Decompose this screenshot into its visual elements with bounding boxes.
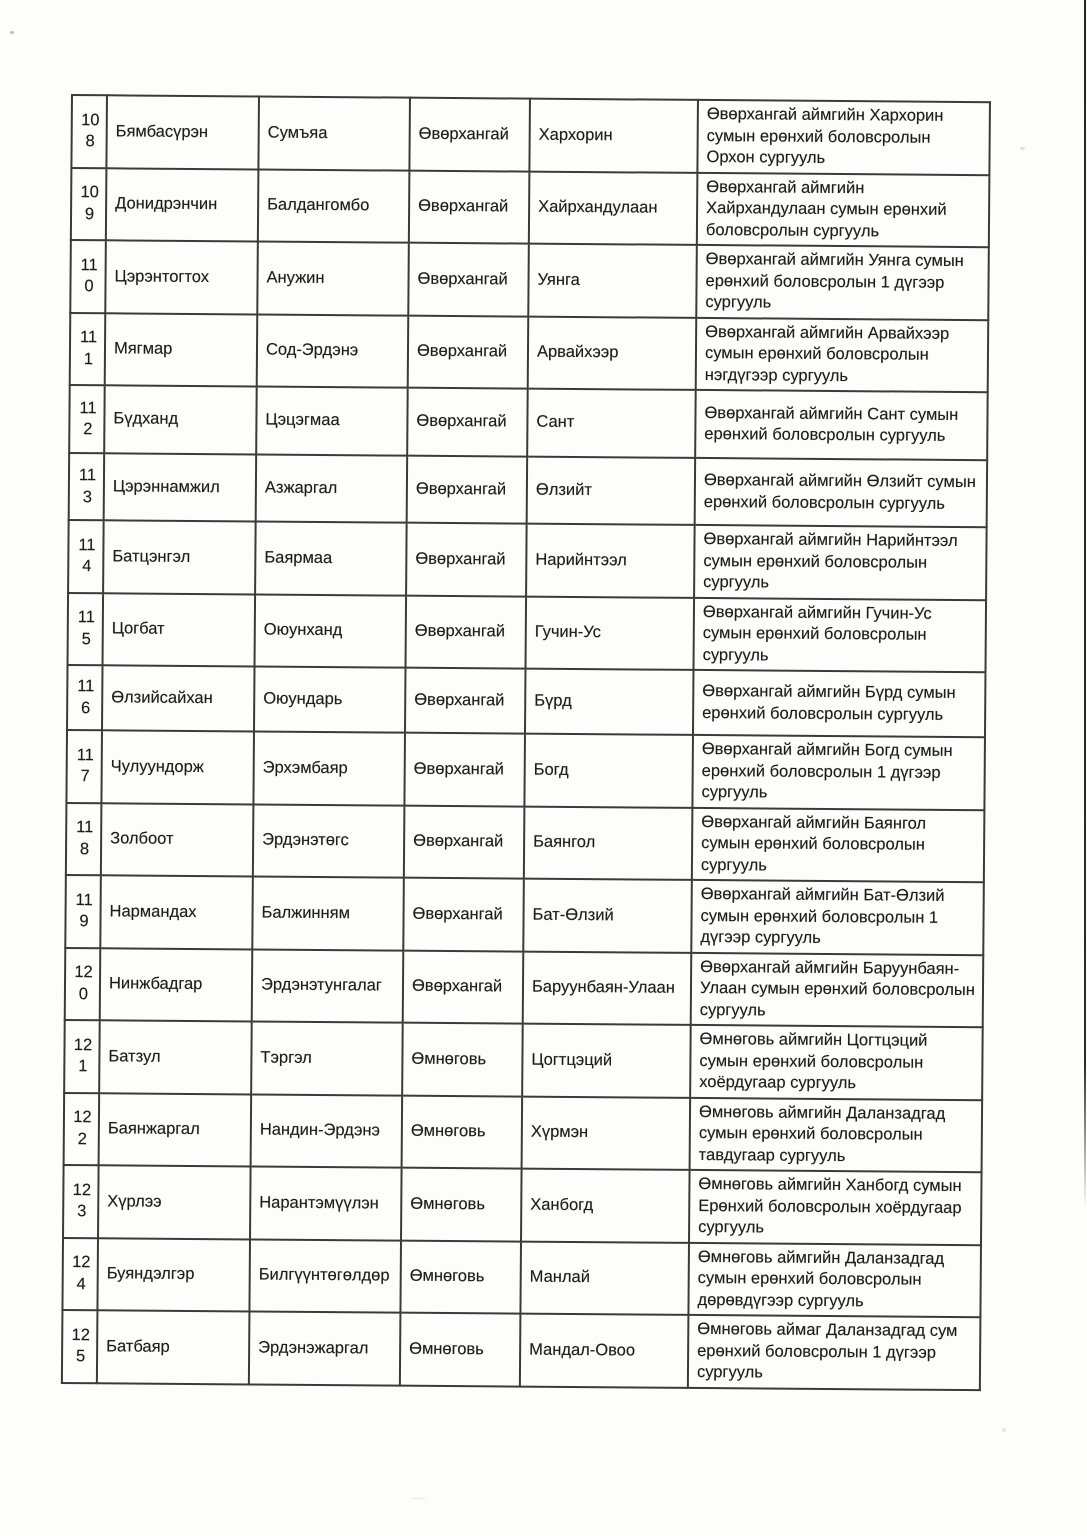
scan-speck xyxy=(1002,1428,1006,1432)
cell-surname: Баянжаргал xyxy=(99,1093,252,1167)
cell-surname: Батзул xyxy=(99,1020,252,1094)
cell-surname: Бямбасүрэн xyxy=(106,95,259,169)
scan-edge-artifact xyxy=(1084,0,1086,1208)
cell-sum: Баруунбаян-Улаан xyxy=(523,951,692,1025)
cell-surname: Батбаяр xyxy=(97,1310,250,1384)
cell-sum: Мандал-Овоо xyxy=(520,1314,689,1388)
cell-no: 120 xyxy=(65,947,101,1020)
cell-sum: Хүрмэн xyxy=(522,1096,691,1170)
cell-no: 111 xyxy=(70,313,106,386)
cell-surname: Мягмар xyxy=(105,313,258,387)
cell-school: Өмнөговь аймгийн Ханбогд сумын Ерөнхий боловсролын хоёрдугаар сургууль xyxy=(689,1170,982,1245)
table-row xyxy=(62,1310,981,1390)
cell-no: 116 xyxy=(67,665,103,730)
cell-sum: Гучин-Ус xyxy=(526,596,695,670)
cell-school: Өвөрхангай аймгийн Сант сумын ерөнхий боловсролын сургууль xyxy=(695,390,988,460)
cell-aimag: Өвөрхангай xyxy=(408,243,529,316)
cell-sum: Ханбогд xyxy=(521,1169,690,1243)
cell-sum: Богд xyxy=(524,734,693,808)
cell-given-name: Оюундарь xyxy=(254,666,406,732)
cell-surname: Нинжбадгар xyxy=(100,948,253,1022)
cell-no: 110 xyxy=(70,240,106,313)
cell-no: 117 xyxy=(66,730,102,803)
cell-sum: Сант xyxy=(527,389,696,458)
cell-surname: Цогбат xyxy=(103,593,256,667)
table-row xyxy=(62,1237,981,1317)
table-row xyxy=(67,665,985,737)
cell-school: Өвөрхангай аймгийн Хархорин сумын ерөнхий боловсролын Орхон сургууль xyxy=(697,100,990,175)
cell-sum: Манлай xyxy=(520,1241,689,1315)
cell-given-name: Балдангомбо xyxy=(258,169,410,243)
cell-given-name: Эрдэнэтөгс xyxy=(253,804,405,878)
table-row xyxy=(69,385,988,460)
cell-aimag: Өвөрхангай xyxy=(408,315,529,388)
cell-no: 123 xyxy=(63,1165,99,1238)
cell-school: Өмнөговь аймгийн Даланзадгад сумын ерөнхий боловсролын тавдугаар сургууль xyxy=(690,1097,983,1172)
cell-sum: Арвайхээр xyxy=(528,316,697,390)
cell-aimag: Өвөрхангай xyxy=(403,950,524,1023)
cell-no: 112 xyxy=(69,385,105,453)
cell-surname: Цэрэннамжил xyxy=(104,453,257,521)
cell-given-name: Балжинням xyxy=(252,876,404,950)
cell-given-name: Сумъяа xyxy=(258,96,410,170)
table-row xyxy=(69,453,987,527)
cell-given-name: Эрхэмбаяр xyxy=(253,731,405,805)
cell-surname: Батцэнгэл xyxy=(103,520,256,594)
cell-no: 114 xyxy=(68,520,104,593)
cell-no: 119 xyxy=(65,875,101,948)
cell-aimag: Өвөрхангай xyxy=(409,98,530,171)
cell-sum: Бүрд xyxy=(525,669,694,735)
scan-speck xyxy=(10,31,14,34)
cell-surname: Өлзийсайхан xyxy=(102,665,255,731)
cell-sum: Уянга xyxy=(528,244,697,318)
cell-no: 118 xyxy=(66,802,102,875)
cell-given-name: Билгүүнтөгөлдөр xyxy=(249,1239,401,1313)
cell-no: 109 xyxy=(71,168,107,241)
table-row xyxy=(64,1020,983,1100)
cell-school: Өмнөговь аймгийн Цогтцэций сумын ерөнхий боловсролын хоёрдугаар сургууль xyxy=(690,1025,983,1100)
cell-school: Өвөрхангай аймгийн Баянгол сумын ерөнхий боловсролын сургууль xyxy=(692,807,985,882)
cell-school: Өвөрхангай аймгийн Хайрхандулаан сумын ерөнхий боловсролын сургууль xyxy=(697,172,990,247)
scan-speck xyxy=(1020,147,1025,150)
table-row xyxy=(65,947,984,1027)
cell-no: 115 xyxy=(68,592,104,665)
cell-surname: Цэрэнтогтох xyxy=(105,240,258,314)
cell-school: Өвөрхангай аймгийн Өлзийт сумын ерөнхий боловсролын сургууль xyxy=(695,458,988,527)
cell-surname: Бүдханд xyxy=(104,385,257,454)
cell-aimag: Өмнөговь xyxy=(400,1313,521,1386)
cell-given-name: Анужин xyxy=(257,241,409,315)
table-row xyxy=(68,520,987,600)
cell-given-name: Эрдэнэтунгалаг xyxy=(252,949,404,1023)
cell-given-name: Цэцэгмаа xyxy=(256,386,408,455)
table-row xyxy=(63,1165,982,1245)
table-row xyxy=(71,168,990,248)
cell-school: Өвөрхангай аймгийн Бүрд сумын ерөнхий боловсролын сургууль xyxy=(693,670,986,737)
table-row xyxy=(64,1092,983,1172)
cell-no: 125 xyxy=(62,1310,98,1383)
cell-school: Өмнөговь аймгийн Даланзадгад сумын ерөнхий боловсролын дөрөвдүгээр сургууль xyxy=(688,1242,981,1317)
cell-no: 122 xyxy=(64,1092,100,1165)
cell-aimag: Өвөрхангай xyxy=(403,878,524,951)
cell-school: Өвөрхангай аймгийн Нарийнтээл сумын ерөнхий боловсролын сургууль xyxy=(694,525,987,600)
cell-given-name: Оюунханд xyxy=(255,594,407,668)
cell-given-name: Эрдэнэжаргал xyxy=(249,1311,401,1385)
cell-given-name: Азжаргал xyxy=(256,454,408,522)
cell-no: 113 xyxy=(69,453,105,520)
cell-given-name: Нарантэмүүлэн xyxy=(250,1166,402,1240)
scan-speck xyxy=(410,1497,426,1500)
cell-surname: Чулуундорж xyxy=(101,730,254,804)
cell-given-name: Нандин-Эрдэнэ xyxy=(251,1094,403,1168)
cell-surname: Буяндэлгэр xyxy=(97,1238,250,1312)
cell-school: Өвөрхангай аймгийн Бат-Өлзий сумын ерөнхий боловсролын 1 дүгээр сургууль xyxy=(691,880,984,955)
cell-surname: Золбоот xyxy=(101,803,254,877)
cell-sum: Цогтцэций xyxy=(522,1024,691,1098)
cell-school: Өвөрхангай аймгийн Уянга сумын ерөнхий боловсролын 1 дүгээр сургууль xyxy=(696,245,989,320)
cell-sum: Бат-Өлзий xyxy=(523,879,692,953)
table-row xyxy=(65,875,984,955)
cell-given-name: Тэргэл xyxy=(251,1021,403,1095)
cell-school: Өвөрхангай аймгийн Баруунбаян-Улаан сумын ерөнхий боловсролын сургууль xyxy=(691,952,984,1027)
cell-no: 121 xyxy=(64,1020,100,1093)
students-table xyxy=(61,94,991,1391)
cell-surname: Хүрлээ xyxy=(98,1165,251,1239)
cell-aimag: Өвөрхангай xyxy=(405,668,526,734)
cell-aimag: Өвөрхангай xyxy=(404,805,525,878)
cell-sum: Хархорин xyxy=(529,99,698,173)
cell-aimag: Өмнөговь xyxy=(402,1095,523,1168)
table-row xyxy=(66,730,985,810)
cell-aimag: Өвөрхангай xyxy=(404,733,525,806)
cell-sum: Баянгол xyxy=(524,806,693,880)
cell-aimag: Өвөрхангай xyxy=(409,170,530,243)
table-row xyxy=(70,240,989,320)
table-row xyxy=(71,95,990,175)
cell-school: Өвөрхангай аймгийн Гучин-Ус сумын ерөнхий боловсролын сургууль xyxy=(693,597,986,672)
table-row xyxy=(66,802,985,882)
cell-aimag: Өвөрхангай xyxy=(407,388,528,457)
cell-surname: Нармандах xyxy=(100,875,253,949)
cell-aimag: Өвөрхангай xyxy=(407,456,528,524)
cell-aimag: Өмнөговь xyxy=(400,1240,521,1313)
cell-no: 108 xyxy=(71,95,107,168)
cell-surname: Донидрэнчин xyxy=(106,168,259,242)
cell-given-name: Баярмаа xyxy=(255,521,407,595)
cell-sum: Нарийнтээл xyxy=(526,524,695,598)
cell-school: Өвөрхангай аймгийн Арвайхээр сумын ерөнхий боловсролын нэгдүгээр сургууль xyxy=(696,317,989,392)
cell-given-name: Сод-Эрдэнэ xyxy=(257,314,409,388)
students-table-body xyxy=(62,95,990,1390)
cell-school: Өвөрхангай аймгийн Богд сумын ерөнхий боловсролын 1 дүгээр сургууль xyxy=(692,735,985,810)
cell-no: 124 xyxy=(62,1237,98,1310)
table-row xyxy=(68,592,987,672)
cell-aimag: Өвөрхангай xyxy=(406,595,527,668)
cell-sum: Хайрхандулаан xyxy=(529,171,698,245)
cell-sum: Өлзийт xyxy=(527,457,696,525)
cell-aimag: Өмнөговь xyxy=(401,1168,522,1241)
cell-school: Өмнөговь аймаг Даланзадгад сум ерөнхий боловсролын 1 дүгээр сургууль xyxy=(688,1315,981,1390)
table-row xyxy=(70,313,989,393)
cell-aimag: Өмнөговь xyxy=(402,1023,523,1096)
cell-aimag: Өвөрхангай xyxy=(406,523,527,596)
